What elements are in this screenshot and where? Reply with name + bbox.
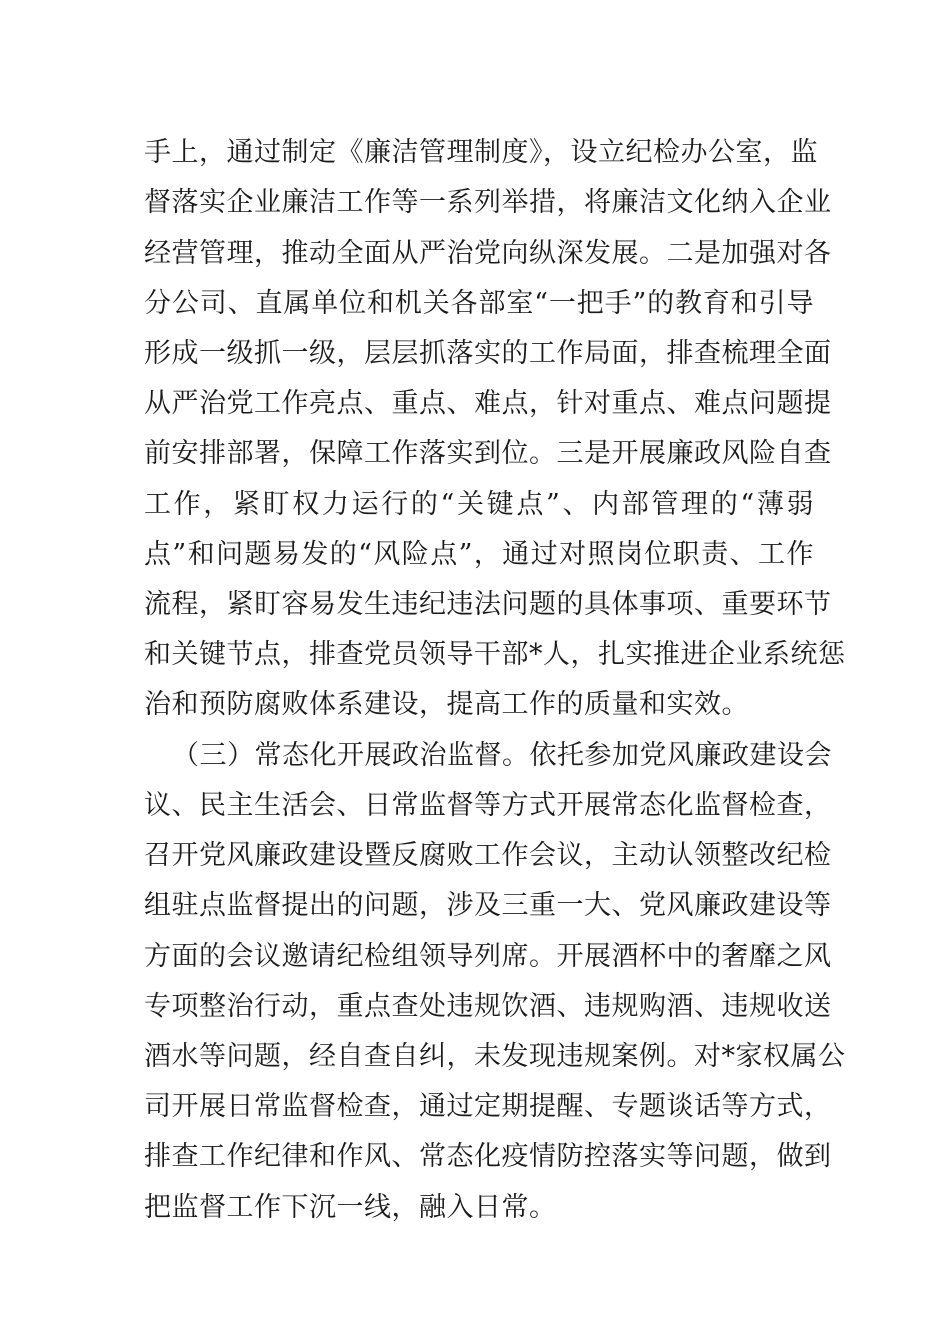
text-line-9: 点”和问题易发的“风险点”，通过对照岗位职责、工作: [144, 539, 814, 570]
text-line-16: 组驻点监督提出的问题，涉及三重一大、党风廉政建设等: [144, 890, 832, 921]
text-line-2: 督落实企业廉洁工作等一系列举措，将廉洁文化纳入企业: [144, 187, 832, 218]
text-line-22: 把监督工作下沉一线，融入日常。: [144, 1192, 557, 1223]
text-line-8: 工作，紧盯权力运行的“关键点”、内部管理的“薄弱: [144, 489, 814, 520]
text-line-21: 排查工作纪律和作风、常态化疫情防控落实等问题，做到: [144, 1141, 832, 1172]
text-line-4: 分公司、直属单位和机关各部室“一把手”的教育和引导: [144, 288, 814, 319]
text-line-15: 召开党风廉政建设暨反腐败工作会议，主动认领整改纪检: [144, 840, 832, 871]
text-line-17: 方面的会议邀请纪检组领导列席。开展酒杯中的奢靡之风: [144, 941, 832, 972]
text-line-20: 司开展日常监督检查，通过定期提醒、专题谈话等方式，: [144, 1091, 832, 1122]
text-line-11: 和关键节点，排查党员领导干部*人，扎实推进企业系统惩: [144, 639, 846, 670]
text-line-13: （三）常态化开展政治监督。依托参加党风廉政建设会: [172, 740, 832, 771]
text-line-10: 流程，紧盯容易发生违纪违法问题的具体事项、重要环节: [144, 589, 832, 620]
text-line-1: 手上，通过制定《廉洁管理制度》，设立纪检办公室，监: [144, 137, 818, 168]
text-line-19: 酒水等问题，经自查自纠，未发现违规案例。对*家权属公: [144, 1041, 846, 1072]
text-line-18: 专项整治行动，重点查处违规饮酒、违规购酒、违规收送: [144, 991, 832, 1022]
text-line-14: 议、民主生活会、日常监督等方式开展常态化监督检查，: [144, 790, 832, 821]
text-line-7: 前安排部署，保障工作落实到位。三是开展廉政风险自查: [144, 438, 832, 469]
text-line-6: 从严治党工作亮点、重点、难点，针对重点、难点问题提: [144, 388, 832, 419]
text-line-5: 形成一级抓一级，层层抓落实的工作局面，排查梳理全面: [144, 338, 832, 369]
text-line-12: 治和预防腐败体系建设，提高工作的质量和实效。: [144, 689, 749, 720]
text-line-3: 经营管理，推动全面从严治党向纵深发展。二是加强对各: [144, 238, 832, 269]
